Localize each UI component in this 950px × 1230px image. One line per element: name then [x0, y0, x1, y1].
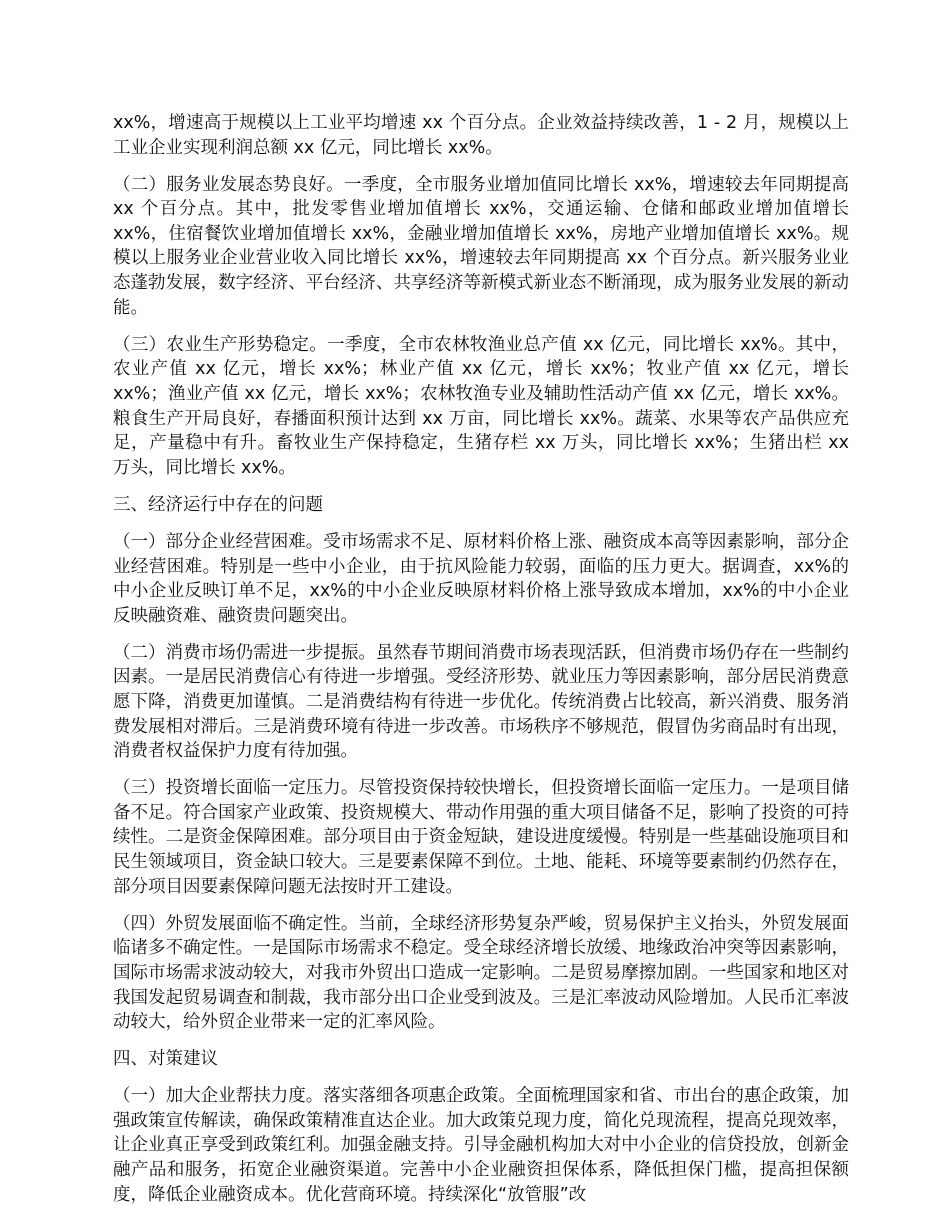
services-paragraph: （二）服务业发展态势良好。一季度，全市服务业增加值同比增长 xx%，增速较去年同期提高 xx 个百分点。其中，批发零售业增加值增长 xx%，交通运输、仓储和邮政业增加值增长 xx%，住宿餐饮业增加值增长 xx%，金融业增加值增长 xx%，房地产业增加值增长 xx%。规模以上服务业企业营业收入同比增长 xx%，增速较去年同期提高 xx 个百分点。新兴服务业业态蓬勃发展，数字经济、平台经济、共享经济等新模式新业态不断涌现，成为服务业发展的新动能。 — [113, 174, 849, 318]
agriculture-paragraph: （三）农业生产形势稳定。一季度，全市农林牧渔业总产值 xx 亿元，同比增长 xx%。其中，农业产值 xx 亿元，增长 xx%；林业产值 xx 亿元，增长 xx%；牧业产值 xx 亿元，增长 xx%；渔业产值 xx 亿元，增长 xx%；农林牧渔专业及辅助性活动产值 xx 亿元，增长 xx%。粮食生产开局良好，春播面积预计达到 xx 万亩，同比增长 xx%。蔬菜、水果等农产品供应充足，产量稳中有升。畜牧业生产保持稳定，生猪存栏 xx 万头，同比增长 xx%；生猪出栏 xx 万头，同比增长 xx%。 — [113, 334, 849, 478]
investment-paragraph: （三）投资增长面临一定压力。尽管投资保持较快增长，但投资增长面临一定压力。一是项目储备不足。符合国家产业政策、投资规模大、带动作用强的重大项目储备不足，影响了投资的可持续性。二是资金保障困难。部分项目由于资金短缺，建设进度缓慢。特别是一些基础设施项目和民生领域项目，资金缺口较大。三是要素保障不到位。土地、能耗、环境等要素制约仍然存在，部分项目因要素保障问题无法按时开工建设。 — [113, 778, 849, 897]
foreign-trade-paragraph: （四）外贸发展面临不确定性。当前，全球经济形势复杂严峻，贸易保护主义抬头，外贸发展面临诸多不确定性。一是国际市场需求不稳定。受全球经济增长放缓、地缘政治冲突等因素影响，国际市场需求波动较大，对我市外贸出口造成一定影响。二是贸易摩擦加剧。一些国家和地区对我国发起贸易调查和制裁，我市部分出口企业受到波及。三是汇率波动风险增加。人民币汇率波动较大，给外贸企业带来一定的汇率风险。 — [113, 913, 849, 1033]
section-four-heading: 四、对策建议 — [113, 1049, 218, 1070]
consumption-paragraph: （二）消费市场仍需进一步提振。虽然春节期间消费市场表现活跃，但消费市场仍存在一些制约因素。一是居民消费信心有待进一步增强。受经济形势、就业压力等因素影响，部分居民消费意愿下降，消费更加谨慎。二是消费结构有待进一步优化。传统消费占比较高，新兴消费、服务消费发展相对滞后。三是消费环境有待进一步改善。市场秩序不够规范，假冒伪劣商品时有出现，消费者权益保护力度有待加强。 — [113, 642, 849, 762]
document-body — [113, 111, 849, 1220]
section-three-heading: 三、经济运行中存在的问题 — [113, 494, 323, 515]
enterprise-difficulty-paragraph: （一）部分企业经营困难。受市场需求不足、原材料价格上涨、融资成本高等因素影响，部分企业经营困难。特别是一些中小企业，由于抗风险能力较弱，面临的压力更大。据调查，xx%的中小企业反映订单不足，xx%的中小企业反映原材料价格上涨导致成本增加，xx%的中小企业反映融资难、融资贵问题突出。 — [113, 531, 849, 626]
industry-profit-paragraph: xx%，增速高于规模以上工业平均增速 xx 个百分点。企业效益持续改善，1 - 2 月，规模以上工业企业实现利润总额 xx 亿元，同比增长 xx%。 — [113, 113, 849, 158]
enterprise-support-paragraph: （一）加大企业帮扶力度。落实落细各项惠企政策。全面梳理国家和省、市出台的惠企政策，加强政策宣传解读，确保政策精准直达企业。加大政策兑现力度，简化兑现流程，提高兑现效率，让企业真正享受到政策红利。加强金融支持。引导金融机构加大对中小企业的信贷投放，创新金融产品和服务，拓宽企业融资渠道。完善中小企业融资担保体系，降低担保门槛，提高担保额度，降低企业融资成本。优化营商环境。持续深化“放管服”改 — [113, 1086, 849, 1205]
